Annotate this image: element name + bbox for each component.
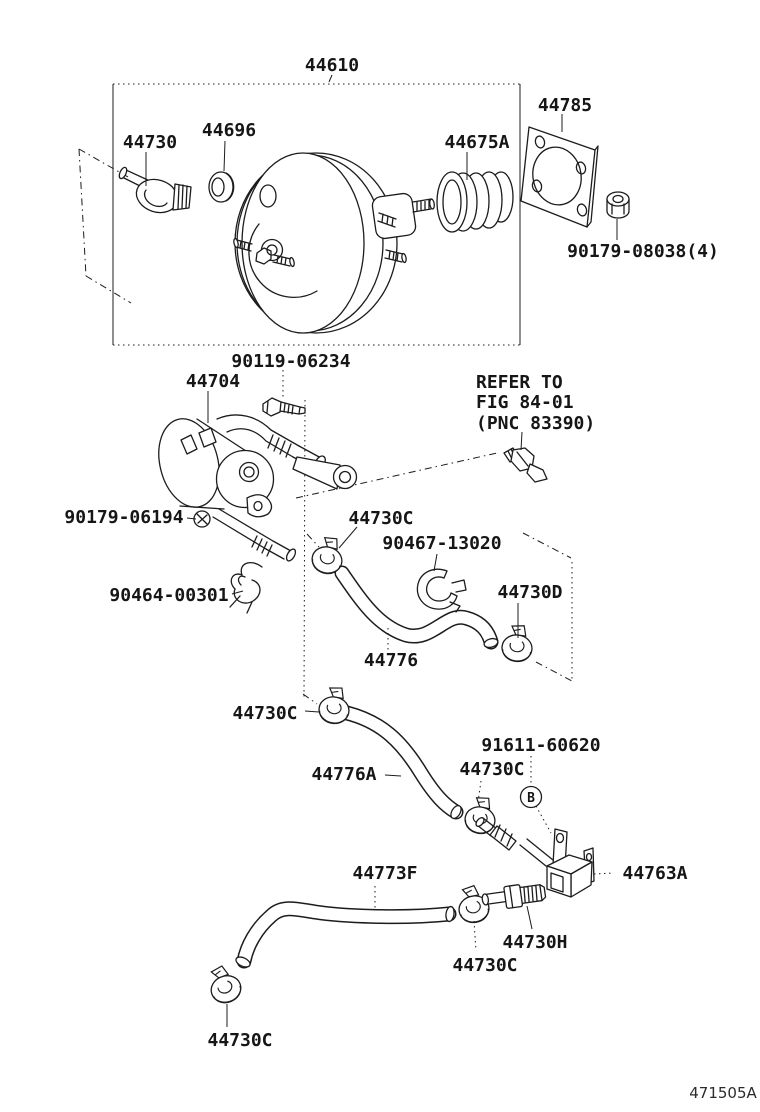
part-label-90179-08038: 90179-08038(4) <box>567 241 719 262</box>
bolt-drawing <box>263 398 305 416</box>
part-label-44776: 44776 <box>363 650 419 671</box>
bolt-b-letter: B <box>527 791 535 806</box>
check-valve-drawing <box>118 166 191 217</box>
gasket-drawing <box>521 127 598 227</box>
part-label-44730: 44730 <box>122 132 178 153</box>
part-label-44776A: 44776A <box>311 764 377 785</box>
bolt-b-symbol <box>521 787 542 808</box>
gasket-nut-drawing <box>607 192 629 218</box>
part-label-44704: 44704 <box>185 371 241 392</box>
hose-44776-drawing <box>342 573 499 649</box>
sensor-drawing <box>504 448 547 482</box>
refer-note-line2: FIG 84-01 <box>476 392 574 413</box>
part-label-44730C-3: 44730C <box>459 759 525 780</box>
brake-booster-drawing <box>233 153 435 333</box>
part-label-44763A: 44763A <box>622 863 688 884</box>
part-label-90464-00301: 90464-00301 <box>109 585 229 606</box>
part-label-44730C-2: 44730C <box>232 703 298 724</box>
part-label-90467-13020: 90467-13020 <box>382 533 502 554</box>
pump-nut-drawing <box>194 511 210 527</box>
part-label-44730C-5: 44730C <box>207 1030 273 1051</box>
refer-note-line3: (PNC 83390) <box>476 413 596 434</box>
boot-drawing <box>437 172 513 232</box>
part-label-44773F: 44773F <box>352 863 418 884</box>
grommet-drawing <box>209 172 234 202</box>
part-label-44610: 44610 <box>304 55 360 76</box>
refer-note-line1: REFER TO <box>476 372 563 393</box>
part-label-44696: 44696 <box>201 120 257 141</box>
hose-44773F-drawing <box>234 906 455 969</box>
part-label-44730H: 44730H <box>502 932 568 953</box>
part-label-91611-60620: 91611-60620 <box>481 735 601 756</box>
part-label-90119-06234: 90119-06234 <box>231 351 351 372</box>
connector-drawing <box>481 881 546 912</box>
part-label-44785: 44785 <box>537 95 593 116</box>
tube-clip-drawing <box>417 569 466 612</box>
part-label-90179-06194: 90179-06194 <box>64 507 184 528</box>
clamp-44730C-5-drawing <box>204 962 245 1007</box>
diagram-code: 471505A <box>689 1084 757 1102</box>
part-label-44675A: 44675A <box>444 132 510 153</box>
part-label-44730C-4: 44730C <box>452 955 518 976</box>
part-label-44730C-1: 44730C <box>348 508 414 529</box>
spring-clamp-drawing <box>230 563 262 613</box>
part-label-44730D: 44730D <box>497 582 563 603</box>
